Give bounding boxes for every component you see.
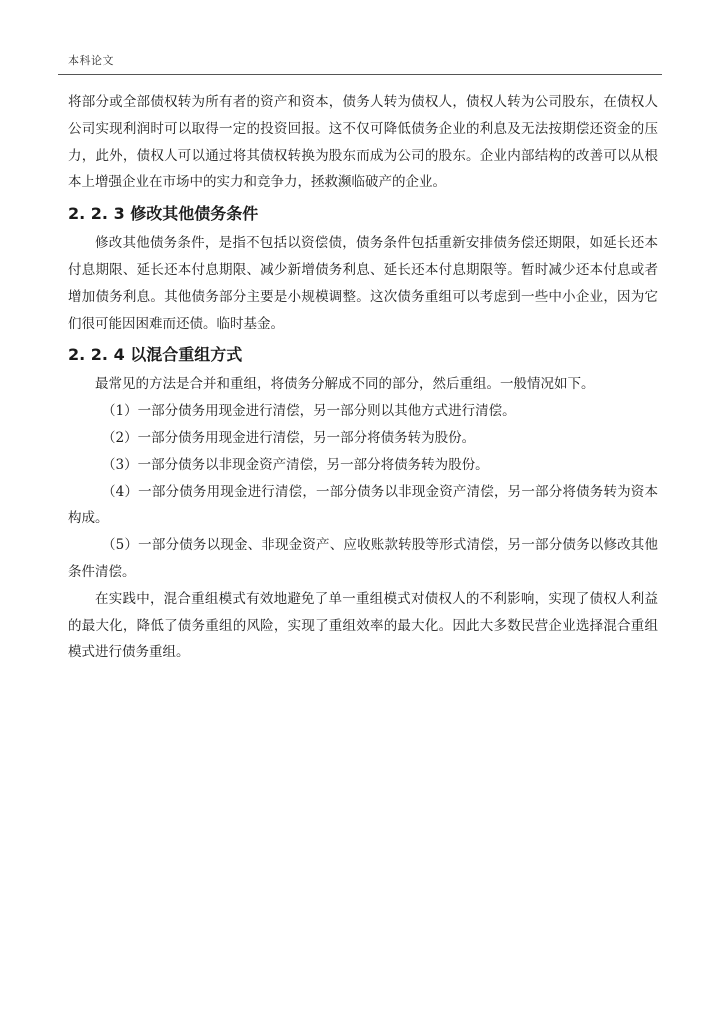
section-2-2-3-paragraph: 修改其他债务条件，是指不包括以资偿债，债务条件包括重新安排债务偿还期限，如延长还本付息期限、延长还本付息期限、减少新增债务利息、延长还本付息期限等。暂时减少还本付息或者增加债务利息。其他债务部分主要是小规模调整。这次债务重组可以考虑到一些中小企业，因为它们很可能因困难而还债。临时基金。 [68,235,658,332]
header-rule [58,74,662,75]
section-heading-2-2-3: 2. 2. 3 修改其他债务条件 [68,204,259,224]
section-2-2-4-intro: 最常见的方法是合并和重组，将债务分解成不同的部分，然后重组。一般情况如下。 [95,376,595,393]
list-item: （5）一部分债务以现金、非现金资产、应收账款转股等形式清偿，另一部分债务以修改其他条件清偿。 [68,537,658,580]
running-header: 本科论文 [68,54,114,67]
list-item: （3）一部分债务以非现金资产清偿，另一部分将债务转为股份。 [102,456,489,473]
list-item: （2）一部分债务用现金进行清偿，另一部分将债务转为股份。 [102,429,476,446]
list-item: （1）一部分债务用现金进行清偿，另一部分则以其他方式进行清偿。 [102,403,516,420]
intro-paragraph: 将部分或全部债权转为所有者的资产和资本，债务人转为债权人，债权人转为公司股东，在债权人公司实现利润时可以取得一定的投资回报。这不仅可降低债务企业的利息及无法按期偿还资金的压力，此外，债权人可以通过将其债权转换为股东而成为公司的股东。企业内部结构的改善可以从根本上增强企业在市场中的实力和竞争力，拯救濒临破产的企业。 [68,94,658,191]
section-heading-2-2-4: 2. 2. 4 以混合重组方式 [68,345,243,365]
section-2-2-4-conclusion: 在实践中，混合重组模式有效地避免了单一重组模式对债权人的不利影响，实现了债权人利益的最大化，降低了债务重组的风险，实现了重组效率的最大化。因此大多数民营企业选择混合重组模式进行债务重组。 [68,590,658,661]
document-body [68,89,658,666]
list-item: （4）一部分债务用现金进行清偿，一部分债务以非现金资产清偿，另一部分将债务转为资本构成。 [68,483,658,527]
